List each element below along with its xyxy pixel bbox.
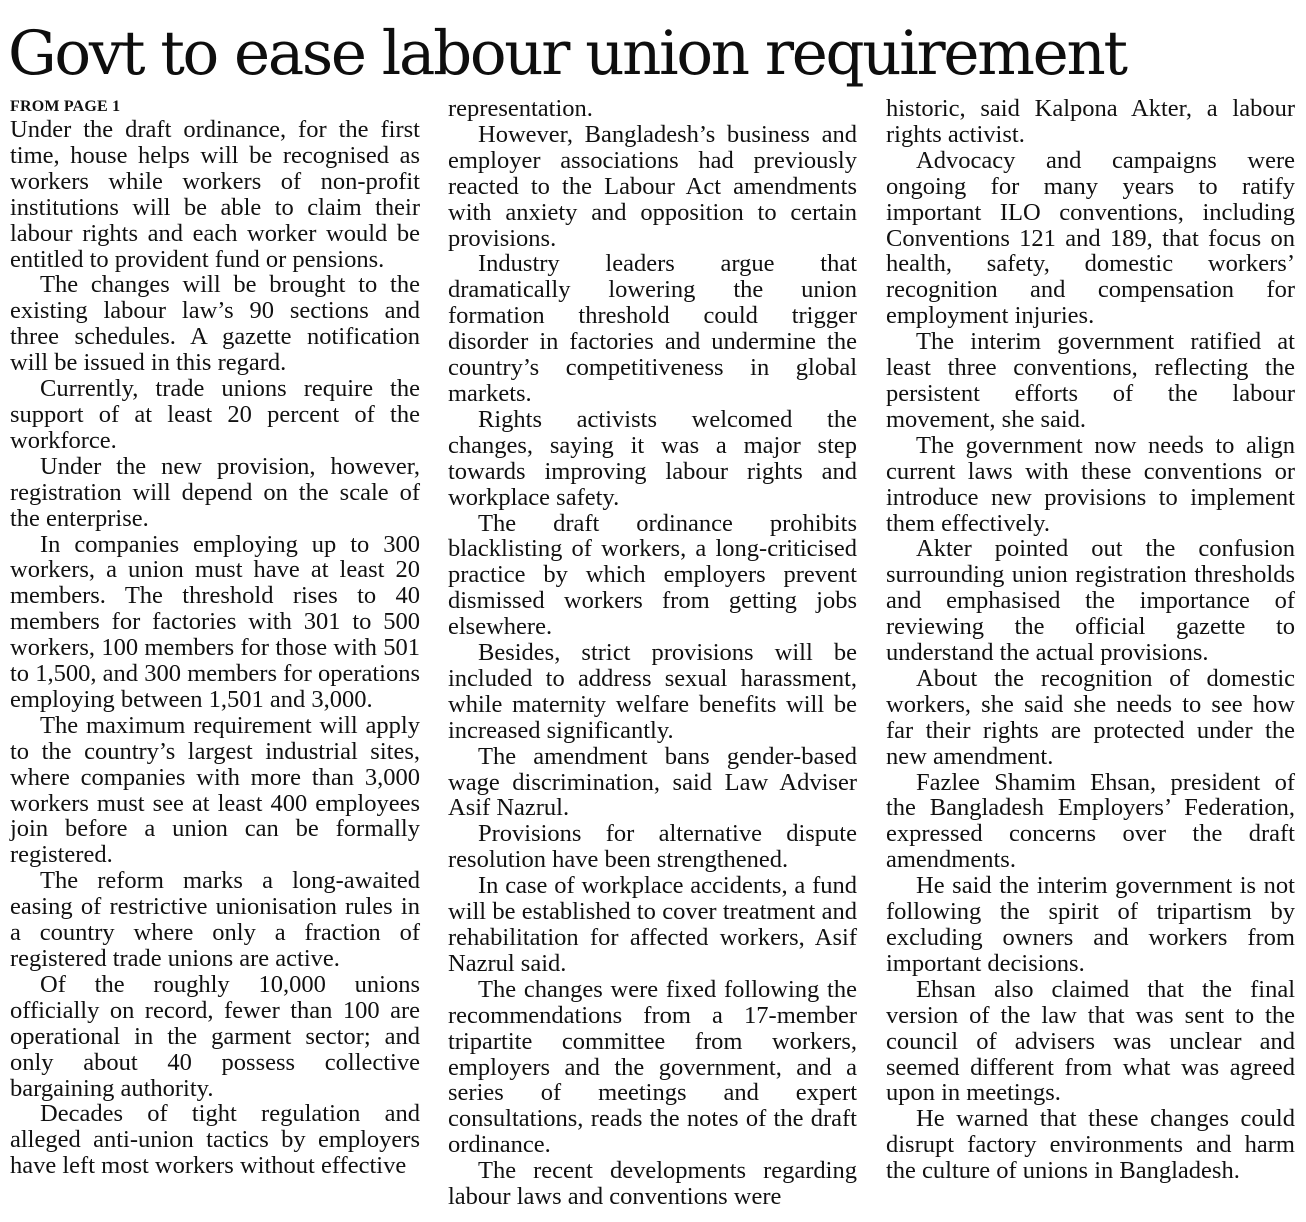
- paragraph: The changes will be brought to the existing labour law’s 90 sections and three schedules. A gazette notification will be issued in this regard.: [10, 271, 420, 377]
- paragraph: Advocacy and campaigns were ongoing for many years to ratify important ILO conventions, including Conventions 121 and 189, that focus on health, safety, domestic workers’ recognition and compensation for employment injuries.: [886, 146, 1295, 330]
- paragraph: The changes were fixed following the recommendations from a 17-member tripartite committee from workers, employers and the government, and a series of meetings and expert consultations, reads the notes of the draft ordinance.: [448, 975, 857, 1159]
- paragraph: He said the interim government is not following the spirit of tripartism by excluding owners and workers from important decisions.: [886, 872, 1295, 977]
- paragraph: Fazlee Shamim Ehsan, president of the Bangladesh Employers’ Federation, expressed concerns over the draft amendments.: [886, 768, 1295, 874]
- headline: Govt to ease labour union requirement: [8, 18, 1126, 89]
- paragraph: Of the roughly 10,000 unions officially on record, fewer than 100 are operational in the garment sector; and only about 40 possess collective bargaining authority.: [10, 970, 420, 1102]
- paragraph: The reform marks a long-awaited easing of restrictive unionisation rules in a country where only a fraction of registered trade unions are active.: [10, 867, 420, 972]
- paragraph: In companies employing up to 300 workers, a union must have at least 20 members. The threshold rises to 40 members for factories with 301 to 500 workers, 100 members for those with 501 to 1,500, and 300 members for operations employing between 1,501 and 3,000.: [10, 530, 420, 713]
- paragraph: He warned that these changes could disrupt factory environments and harm the culture of unions in Bangladesh.: [886, 1105, 1295, 1185]
- article-column-1: [10, 96, 420, 1179]
- paragraph: Decades of tight regulation and alleged anti-union tactics by employers have left most workers without effective: [10, 1100, 420, 1180]
- paragraph: The recent developments regarding labour laws and conventions were: [448, 1157, 857, 1211]
- paragraph: Currently, trade unions require the support of at least 20 percent of the workforce.: [10, 375, 420, 454]
- paragraph: The government now needs to align current laws with these conventions or introduce new provisions to implement them effectively.: [886, 431, 1295, 537]
- paragraph: Under the new provision, however, registration will depend on the scale of the enterprise.: [10, 452, 420, 532]
- paragraph: However, Bangladesh’s business and employer associations had previously reacted to the Labour Act amendments with anxiety and opposition to certain provisions.: [448, 120, 857, 252]
- paragraph: The interim government ratified at least three conventions, reflecting the persistent efforts of the labour movement, she said.: [886, 328, 1295, 433]
- paragraph: Ehsan also claimed that the final version of the law that was sent to the council of advisers was unclear and seemed different from what was agreed upon in meetings.: [886, 975, 1295, 1107]
- paragraph: Rights activists welcomed the changes, saying it was a major step towards improving labour rights and workplace safety.: [448, 405, 857, 511]
- article-column-2: [448, 96, 857, 1210]
- paragraph: Provisions for alternative dispute resolution have been strengthened.: [448, 820, 857, 874]
- paragraph: In case of workplace accidents, a fund will be established to cover treatment and rehabilitation for affected workers, Asif Nazrul said.: [448, 872, 857, 977]
- paragraph: About the recognition of domestic workers, she said she needs to see how far their rights are protected under the new amendment.: [886, 664, 1295, 770]
- paragraph: The maximum requirement will apply to the country’s largest industrial sites, where companies with more than 3,000 workers must see at least 400 employees join before a union can be formally registered.: [10, 711, 420, 869]
- paragraph: The draft ordinance prohibits blacklisting of workers, a long-criticised practice by which employers prevent dismissed workers from getting jobs elsewhere.: [448, 509, 857, 641]
- jump-label: FROM PAGE 1: [10, 98, 121, 115]
- paragraph: Industry leaders argue that dramatically lowering the union formation threshold could trigger disorder in factories and undermine the country’s competitiveness in global markets.: [448, 250, 857, 407]
- paragraph-continuation: representation.: [448, 95, 593, 122]
- article-column-3: [886, 96, 1295, 1184]
- paragraph: Akter pointed out the confusion surrounding union registration thresholds and emphasised the importance of reviewing the official gazette to understand the actual provisions.: [886, 535, 1295, 667]
- paragraph-continuation: historic, said Kalpona Akter, a labour rights activist.: [886, 95, 1295, 148]
- paragraph: The amendment bans gender-based wage discrimination, said Law Adviser Asif Nazrul.: [448, 742, 857, 822]
- paragraph: Besides, strict provisions will be included to address sexual harassment, while maternity welfare benefits will be increased significantly.: [448, 639, 857, 744]
- paragraph: Under the draft ordinance, for the first time, house helps will be recognised as workers while workers of non-profit institutions will be able to claim their labour rights and each worker would be entitled to provident fund or pensions.: [10, 116, 420, 273]
